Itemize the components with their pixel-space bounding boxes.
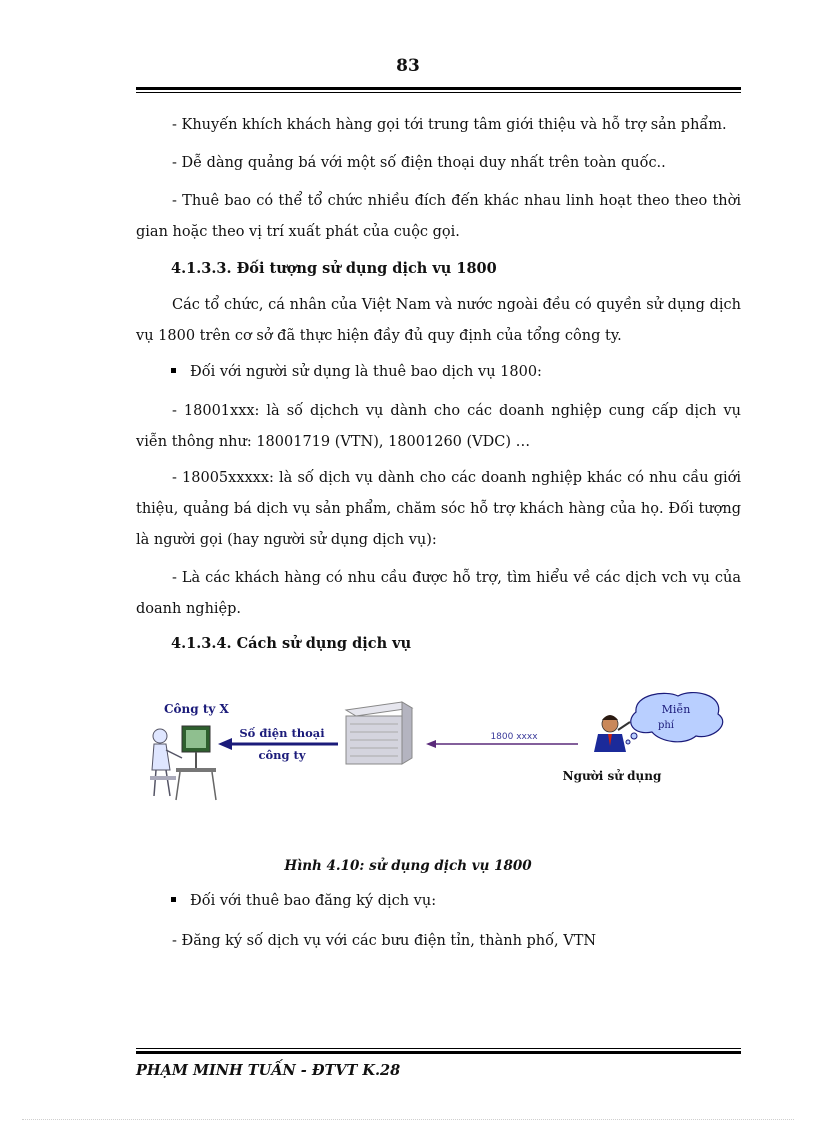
section-heading-users: 4.1.3.3. Đối tượng sử dụng dịch vụ 1800 <box>171 260 497 277</box>
paragraph-advertise: - Dễ dàng quảng bá với một số điện thoại duy nhất trên toàn quốc.. <box>172 155 666 171</box>
user-label: Người sử dụng <box>562 769 662 783</box>
header-rule-thick <box>136 87 741 90</box>
usage-diagram <box>136 680 741 830</box>
speech-bubble-icon <box>626 693 723 744</box>
footer-rule-thin <box>136 1048 741 1049</box>
paragraph-18001: - 18001xxx: là số dịchch vụ dành cho các doanh nghiệp cung cấp dịch vụ viễn thông như: 18001719 (VTN), 18001260 (VDC) … <box>136 403 741 450</box>
paragraph-18005: - 18005xxxxx: là số dịch vụ dành cho các doanh nghiệp khác có nhu cầu giới thiệu, quảng bá dịch vụ sản phẩm, chăm sóc hỗ trợ khách hàng của họ. Đối tượng là người gọi (hay người sử dụng dịch vụ): <box>136 470 741 548</box>
arrow-right-label: 1800 xxxx <box>490 732 538 742</box>
paragraph-rights: Các tổ chức, cá nhân của Việt Nam và nước ngoài đều có quyền sử dụng dịch vụ 1800 trên cơ sở đã thực hiện đầy đủ quy định của tổng công ty. <box>136 297 741 344</box>
usage-diagram-svg <box>136 680 741 830</box>
figure-caption: Hình 4.10: sử dụng dịch vụ 1800 <box>284 858 532 874</box>
section-heading-usage: 4.1.3.4. Cách sử dụng dịch vụ <box>171 635 412 652</box>
company-computer-icon <box>150 726 216 800</box>
bullet-square-icon <box>171 897 176 902</box>
bullet-subscriber-users <box>171 364 542 380</box>
page-number: 83 <box>396 56 420 76</box>
paragraph-encourage: - Khuyến khích khách hàng gọi tới trung tâm giới thiệu và hỗ trợ sản phẩm. <box>172 117 727 133</box>
bullet-text: Đối với người sử dụng là thuê bao dịch vụ 1800: <box>190 364 542 380</box>
header-rule-thin <box>136 92 741 93</box>
footer-rule-thick <box>136 1051 741 1054</box>
page-bottom-dotted-line <box>22 1119 794 1120</box>
company-label: Công ty X <box>164 702 229 716</box>
bubble-text-line1: Miễn <box>661 703 691 716</box>
bullet-register <box>171 893 436 909</box>
server-icon <box>346 702 412 764</box>
paragraph-customers: - Là các khách hàng có nhu cầu được hỗ trợ, tìm hiểu về các dịch vch vụ của doanh nghiệp. <box>136 570 741 617</box>
arrow-left-label-line2: công ty <box>258 748 306 762</box>
user-person-icon <box>594 715 630 752</box>
bullet-text: Đối với thuê bao đăng ký dịch vụ: <box>190 893 437 909</box>
arrow-left-label-line1: Số điện thoại <box>239 726 325 740</box>
bubble-text-line2: phí <box>657 720 675 731</box>
paragraph-register-number: - Đăng ký số dịch vụ với các bưu điện tỉn, thành phố, VTN <box>172 933 597 949</box>
bullet-square-icon <box>171 368 176 373</box>
paragraph-destinations: - Thuê bao có thể tổ chức nhiều đích đến khác nhau linh hoạt theo theo thời gian hoặc theo vị trí xuất phát của cuộc gọi. <box>136 193 741 240</box>
footer-author: PHẠM MINH TUẤN - ĐTVT K.28 <box>136 1062 401 1079</box>
